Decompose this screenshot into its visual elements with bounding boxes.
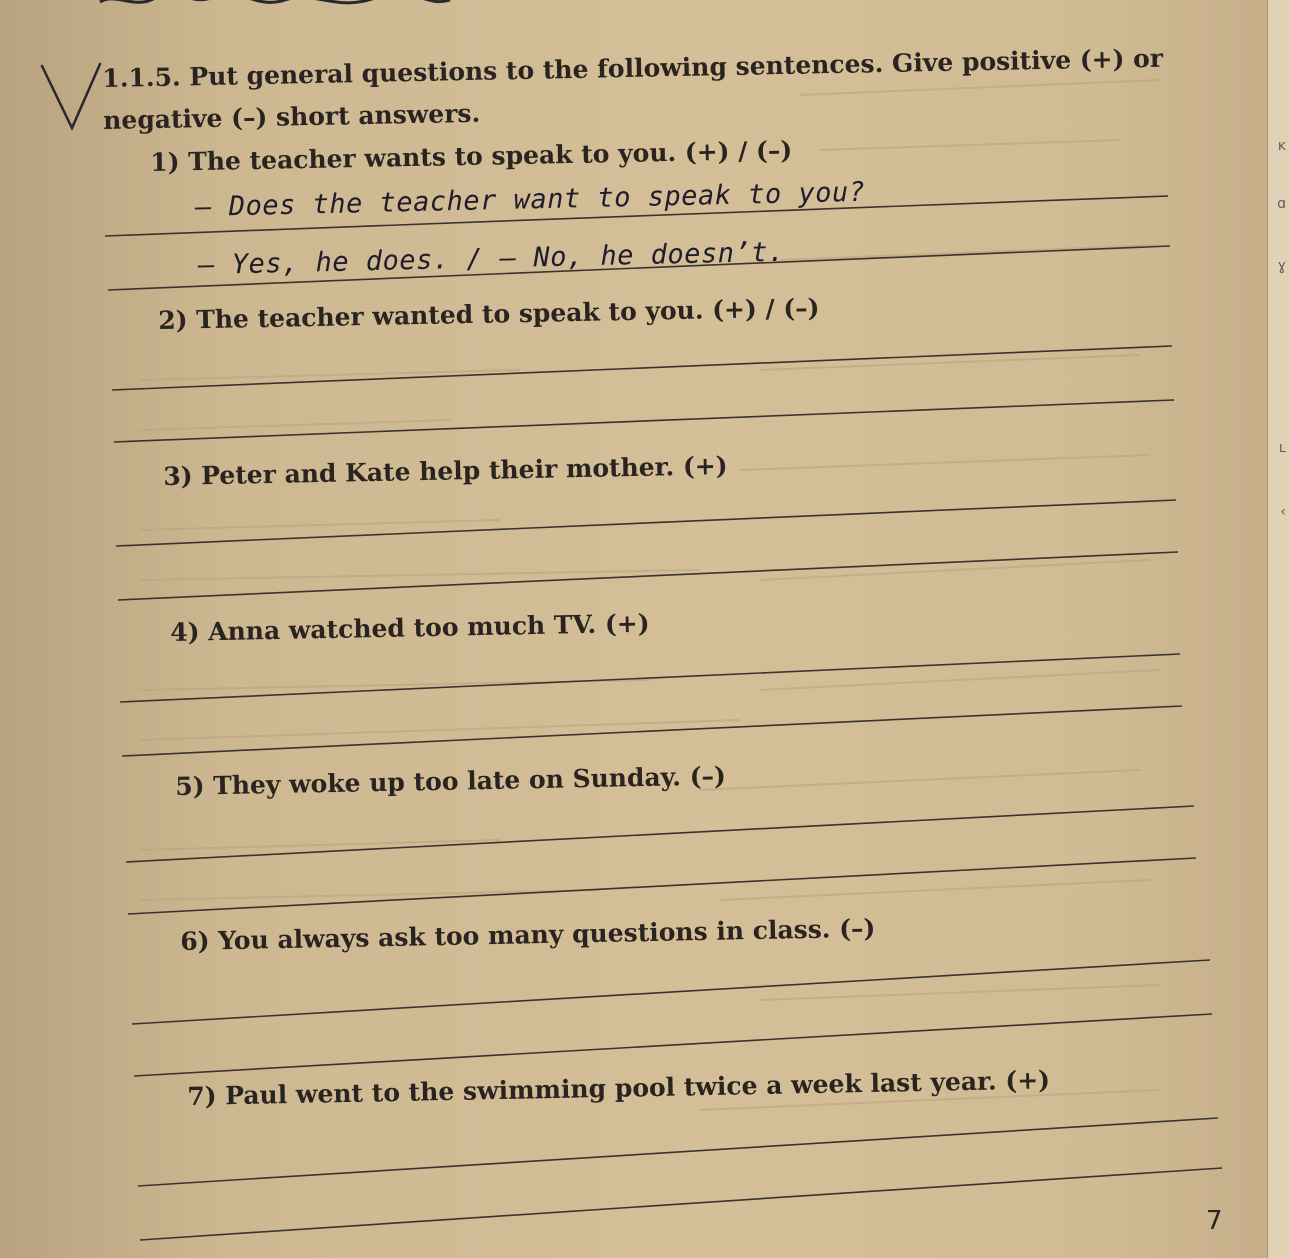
answer-line-4a [120,654,1180,702]
answer-line-5b [128,858,1196,914]
answer-line-1a [105,196,1168,236]
item-7-sentence: 7) Paul went to the swimming pool twice a week last year. (+) [187,1065,1051,1111]
item-1-handwritten-question: – Does the teacher want to speak to you? [195,176,866,223]
answer-line-7a [138,1118,1218,1186]
answer-line-7b [140,1168,1222,1240]
answer-line-1b [108,246,1170,290]
item-2-sentence: 2) The teacher wanted to speak to you. (+) / (–) [158,293,820,335]
answer-line-2a [112,346,1172,390]
exercise-heading-line-2: negative (–) short answers. [102,98,481,135]
page-number: 7 [1206,1206,1223,1236]
item-1-sentence: 1) The teacher wants to speak to you. (+) / (–) [150,135,793,177]
exercise-heading-line-1: 1.1.5. Put general questions to the following sentences. Give positive (+) or [102,43,1164,93]
item-3-sentence: 3) Peter and Kate help their mother. (+) [163,451,728,491]
answer-line-5a [126,806,1194,862]
answer-line-4b [122,706,1182,756]
adjacent-page-edge: ĸ ɑ ɣ ʟ ‹ [1267,0,1290,1258]
answer-line-3b [118,552,1178,600]
answer-line-6b [134,1014,1212,1076]
answer-line-2b [114,400,1174,442]
item-1-handwritten-answer: – Yes, he does. / – No, he doesn’t. [198,236,786,281]
answer-line-6a [132,960,1210,1024]
item-4-sentence: 4) Anna watched too much TV. (+) [170,608,650,647]
answer-line-3a [116,500,1176,546]
item-6-sentence: 6) You always ask too many questions in class. (–) [180,913,876,956]
item-5-sentence: 5) They woke up too late on Sunday. (–) [175,761,727,801]
